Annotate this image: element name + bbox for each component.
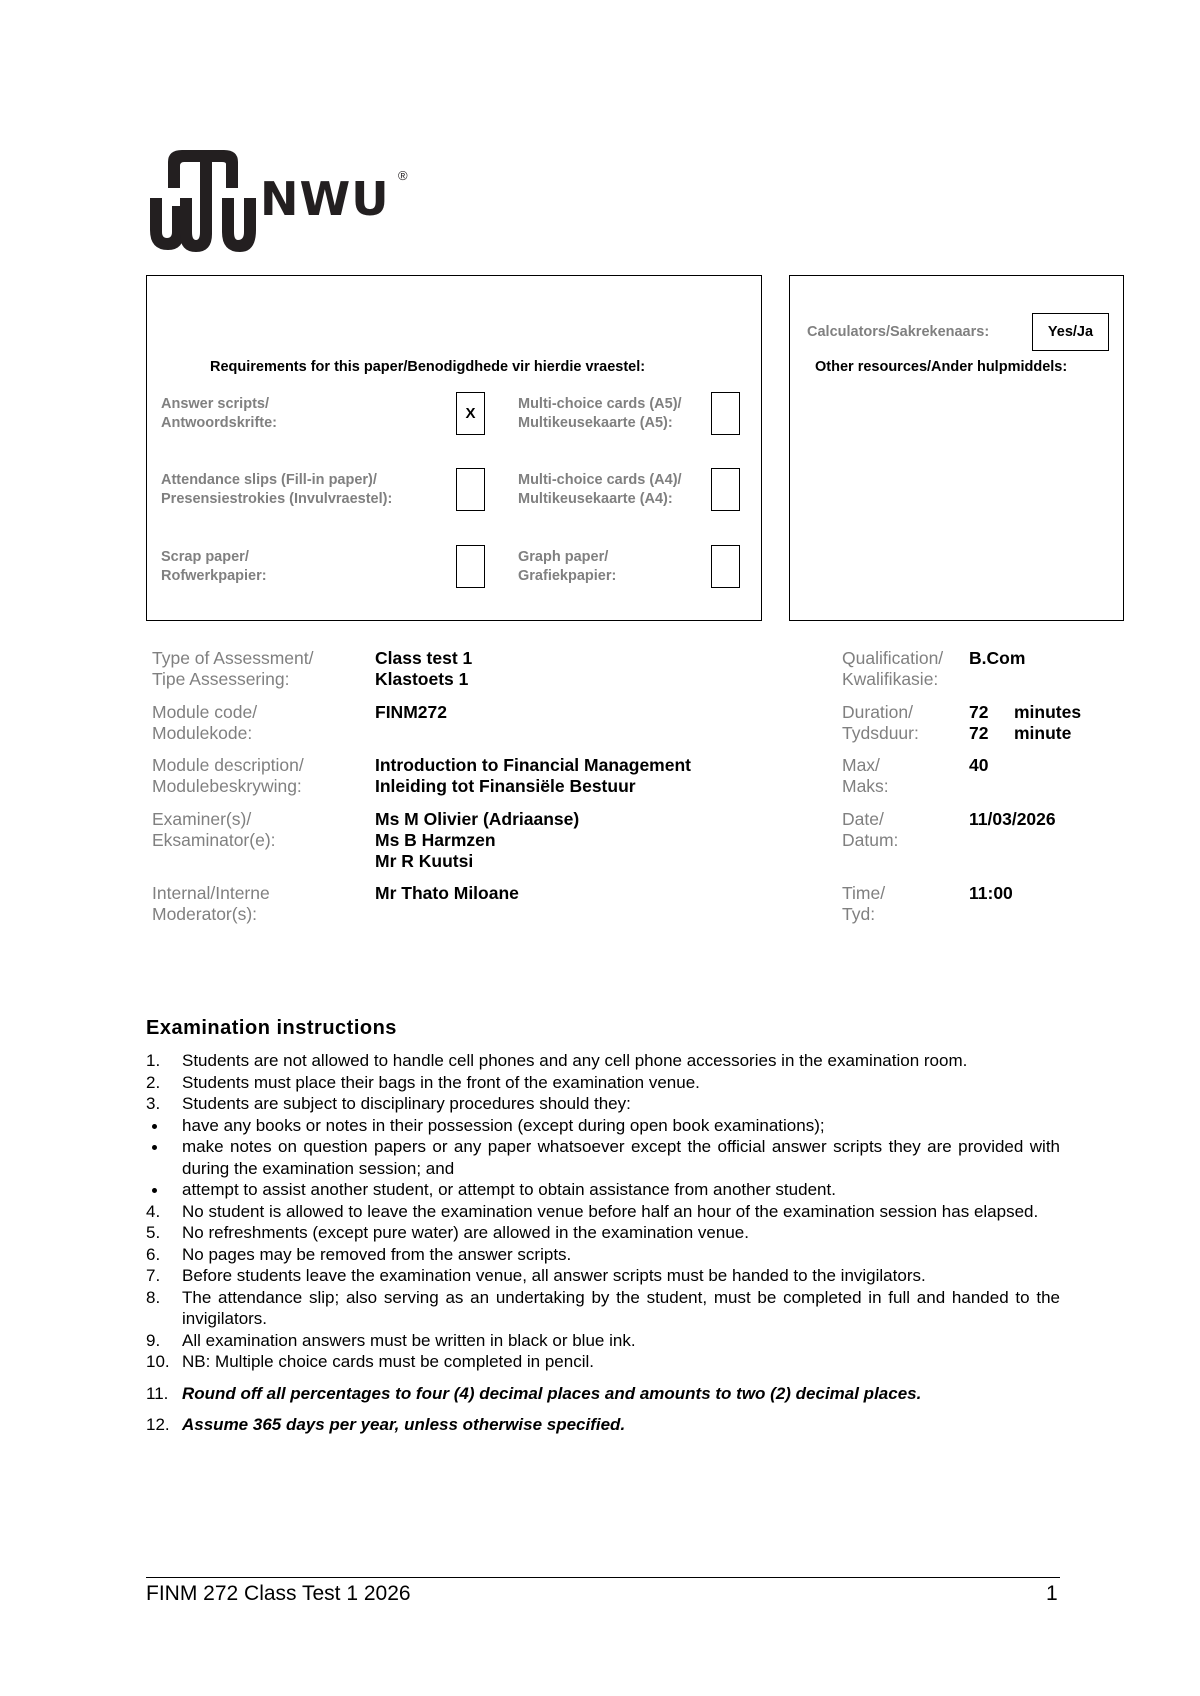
multi-choice-a4-checkbox[interactable] xyxy=(711,468,740,511)
instruction-bullet: have any books or notes in their possession (except during open book examinations); xyxy=(146,1115,1060,1137)
instruction-bullet: make notes on question papers or any paper whatsoever except the official answer scripts they are provided with during the examination session; and xyxy=(146,1136,1060,1179)
footer-title: FINM 272 Class Test 1 2026 xyxy=(146,1582,411,1605)
date-label: Date/ Datum: xyxy=(842,809,899,850)
scrap-paper-checkbox[interactable] xyxy=(456,545,485,588)
instruction-item: 5. No refreshments (except pure water) are allowed in the examination venue. xyxy=(146,1223,749,1242)
duration-value: 72 72 xyxy=(969,702,989,743)
instruction-item: 8. The attendance slip; also serving as an undertaking by the student, must be completed in full and handed to the invigilators. xyxy=(146,1287,1060,1328)
instructions-list xyxy=(146,1050,1060,1436)
registered-mark: ® xyxy=(398,168,408,183)
examiners-label: Examiner(s)/ Eksaminator(e): xyxy=(152,809,276,850)
examiners-value: Ms M Olivier (Adriaanse) Ms B Harmzen Mr R Kuutsi xyxy=(375,809,580,871)
module-code-value: FINM272 xyxy=(375,702,447,722)
qualification-label: Qualification/ Kwalifikasie: xyxy=(842,648,944,689)
moderator-label: Internal/Interne Moderator(s): xyxy=(152,883,270,924)
max-label: Max/ Maks: xyxy=(842,755,889,796)
footer-divider xyxy=(146,1577,1060,1578)
module-description-label: Module description/ Modulebeskrywing: xyxy=(152,755,304,796)
duration-label: Duration/ Tydsduur: xyxy=(842,702,919,743)
time-label: Time/ Tyd: xyxy=(842,883,886,924)
page-number: 1 xyxy=(1046,1582,1058,1605)
instruction-item: 1. Students are not allowed to handle cell phones and any cell phone accessories in the examination room. xyxy=(146,1051,968,1070)
type-of-assessment-value: Class test 1 Klastoets 1 xyxy=(375,648,473,689)
instruction-item: 4. No student is allowed to leave the examination venue before half an hour of the examination session has elapsed. xyxy=(146,1201,1039,1221)
type-of-assessment-label: Type of Assessment/ Tipe Assessering: xyxy=(152,648,314,689)
attendance-slips-checkbox[interactable] xyxy=(456,468,485,511)
answer-scripts-checkbox[interactable]: X xyxy=(456,392,485,435)
graph-paper-checkbox[interactable] xyxy=(711,545,740,588)
instruction-item: 10. NB: Multiple choice cards must be completed in pencil. xyxy=(146,1352,594,1371)
other-resources-heading: Other resources/Ander hulpmiddels: xyxy=(815,359,1068,375)
instruction-bullets xyxy=(146,1115,1060,1201)
module-code-label: Module code/ Modulekode: xyxy=(152,702,258,743)
requirements-heading: Requirements for this paper/Benodigdhede vir hierdie vraestel: xyxy=(210,359,646,375)
multi-choice-a5-checkbox[interactable] xyxy=(711,392,740,435)
module-description-value: Introduction to Financial Management Inleiding tot Finansiële Bestuur xyxy=(375,755,691,796)
multi-choice-a4-label: Multi-choice cards (A4)/ Multikeusekaarte (A4): xyxy=(518,472,682,507)
instructions-heading: Examination instructions xyxy=(146,1017,397,1039)
instruction-item: 9. All examination answers must be written in black or blue ink. xyxy=(146,1330,636,1350)
multi-choice-a5-label: Multi-choice cards (A5)/ Multikeusekaarte (A5): xyxy=(518,396,682,431)
time-value: 11:00 xyxy=(969,883,1013,903)
nwu-logo xyxy=(148,148,438,258)
attendance-slips-label: Attendance slips (Fill-in paper)/ Presensiestrokies (Invulvraestel): xyxy=(161,472,393,507)
instruction-item: 11. Round off all percentages to four (4) decimal places and amounts to two (2) decimal places. xyxy=(146,1383,922,1403)
instruction-item: 6. No pages may be removed from the answer scripts. xyxy=(146,1244,572,1264)
scrap-paper-label: Scrap paper/ Rofwerkpapier: xyxy=(161,549,267,584)
instruction-item: 2. Students must place their bags in the front of the examination venue. xyxy=(146,1072,700,1092)
logo-brand-text: NWU xyxy=(260,172,390,226)
calculators-label: Calculators/Sakrekenaars: xyxy=(807,324,990,340)
max-value: 40 xyxy=(969,755,989,775)
graph-paper-label: Graph paper/ Grafiekpapier: xyxy=(518,549,617,584)
instruction-item: 12. Assume 365 days per year, unless otherwise specified. xyxy=(146,1415,626,1434)
duration-unit: minutes minute xyxy=(1014,702,1082,743)
qualification-value: B.Com xyxy=(969,648,1026,668)
instruction-item: 7. Before students leave the examination venue, all answer scripts must be handed to the invigilators. xyxy=(146,1266,926,1285)
moderator-value: Mr Thato Miloane xyxy=(375,883,519,903)
calculators-value: Yes/Ja xyxy=(1032,313,1109,351)
instruction-bullet: attempt to assist another student, or attempt to obtain assistance from another student. xyxy=(146,1179,1060,1201)
date-value: 11/03/2026 xyxy=(969,809,1056,829)
nwu-emblem-icon xyxy=(148,148,258,258)
instruction-item: 3. Students are subject to disciplinary procedures should they: xyxy=(146,1094,631,1113)
answer-scripts-label: Answer scripts/ Antwoordskrifte: xyxy=(161,396,277,431)
